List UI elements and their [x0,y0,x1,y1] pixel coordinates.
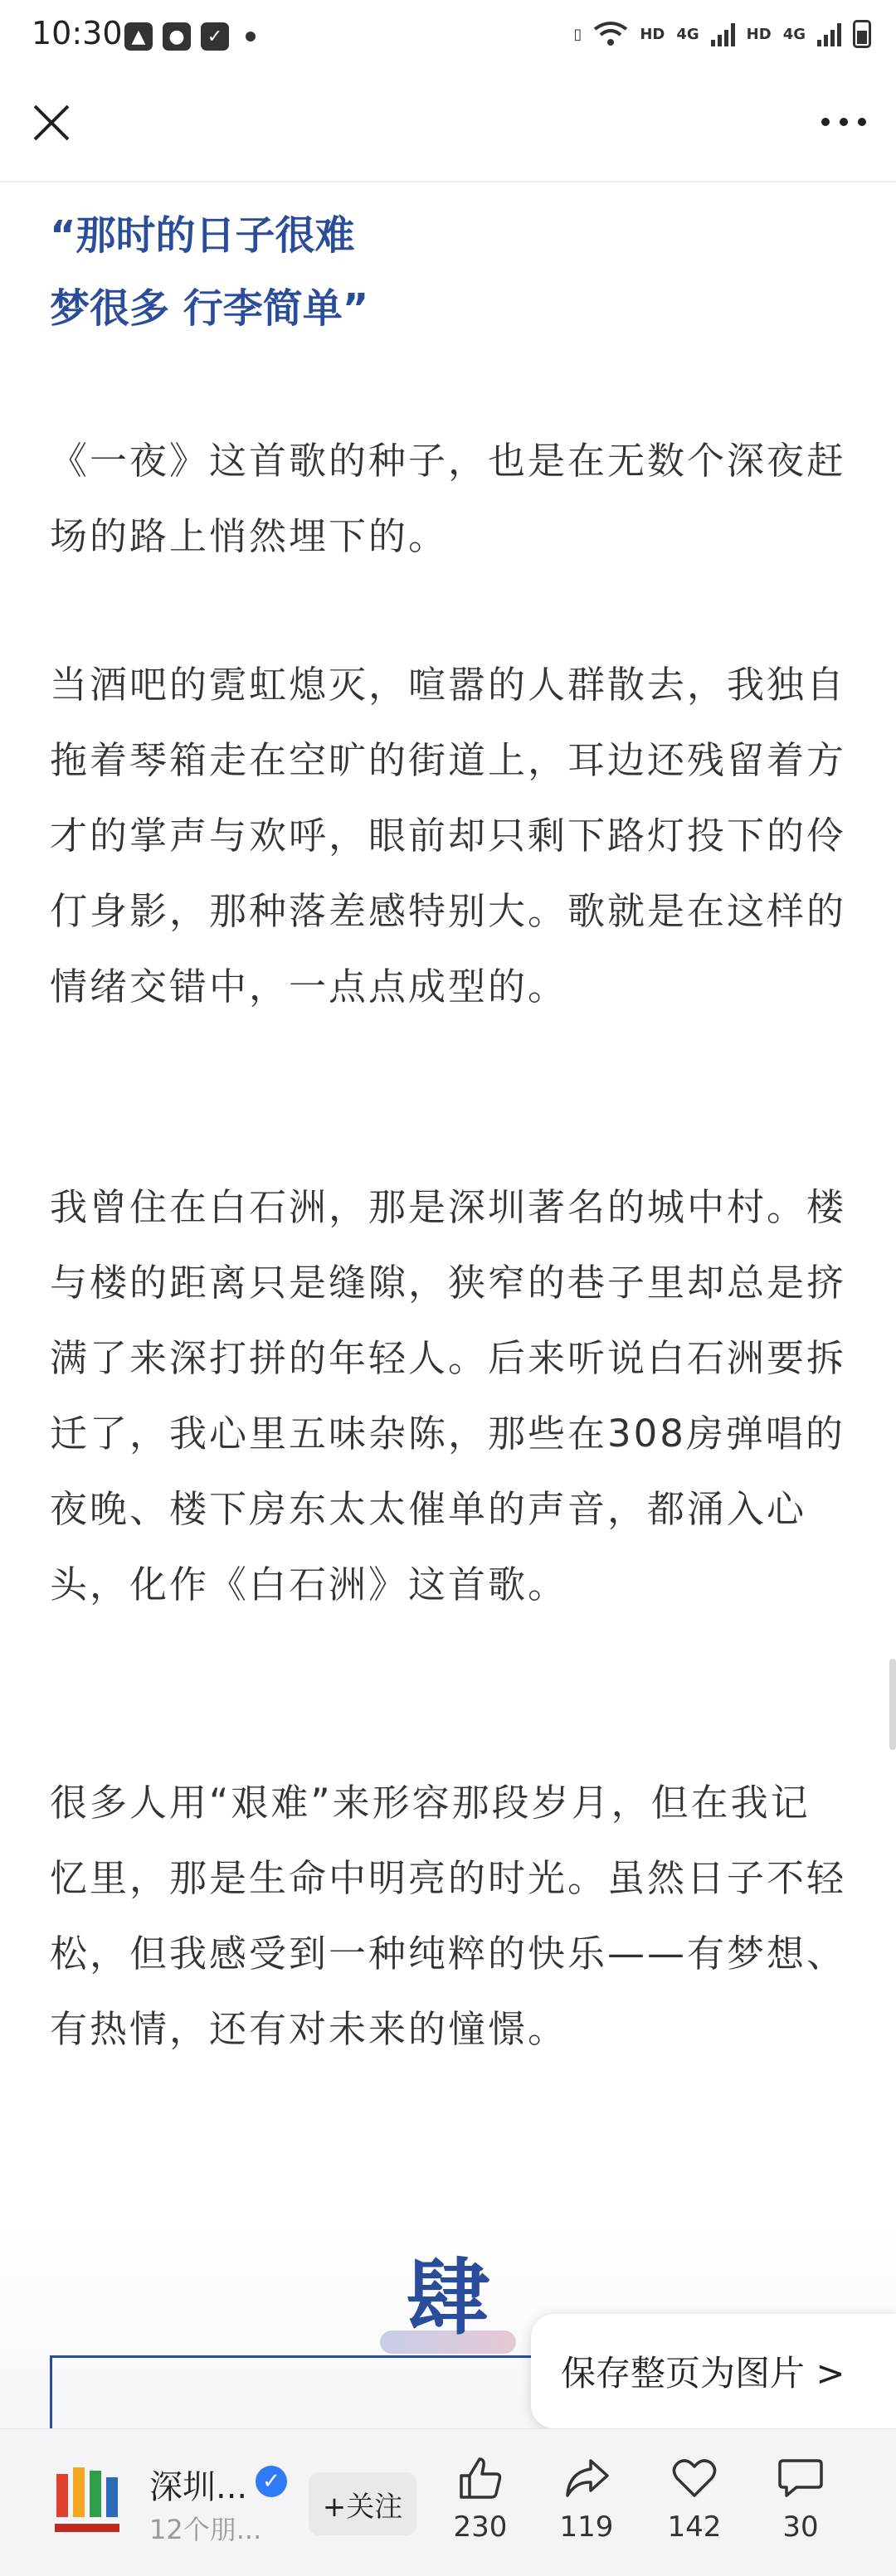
share-count: 119 [559,2510,614,2544]
bottom-action-bar [0,2428,896,2576]
status-time: 10:30 [32,15,123,51]
article-paragraph: 很多人用“艰难”来形容那段岁月，但在我记忆里，那是生命中明亮的时光。虽然日子不轻松，但我感受到一种纯粹的快乐——有梦想、有热情，还有对未来的憧憬。 [50,1781,847,2051]
favorite-count: 142 [667,2510,722,2544]
wechat-icon: ● [163,22,191,51]
comment-count: 30 [782,2510,819,2544]
save-page-as-image-button[interactable]: 保存整页为图片 > [531,2314,896,2428]
more-options-icon[interactable] [821,118,866,126]
close-icon[interactable] [30,101,73,144]
nfc-icon: ▯ [573,25,582,43]
verified-badge-icon: ✓ [256,2466,287,2497]
status-right [573,20,871,48]
gallery-icon: ▲ [124,22,153,51]
wifi-icon [593,21,628,47]
section-number: 肆 [407,2249,489,2346]
notification-icons [124,22,256,51]
thumbs-up-icon [456,2454,504,2502]
battery-icon [853,20,871,48]
like-button[interactable] [435,2454,526,2544]
status-bar [0,0,896,76]
article-body [50,199,847,2051]
account-subtitle: 12个朋... [149,2514,262,2545]
more-notifications-icon [246,32,256,41]
section-heading-line1: “那时的日子很难 [50,212,355,259]
hd-label-1: HD [640,25,665,43]
like-count: 230 [453,2510,508,2544]
comment-icon [777,2454,825,2502]
account-name[interactable]: 深圳... [149,2468,248,2506]
comment-button[interactable] [755,2454,846,2544]
check-app-icon: ✓ [201,22,229,51]
signal-icon-1 [711,22,735,46]
network-4g-label-1: 4G [676,25,699,43]
publisher-logo[interactable] [50,2462,124,2542]
network-4g-label-2: 4G [782,25,806,43]
hd-label-2: HD [746,25,772,43]
share-button[interactable] [541,2454,632,2544]
favorite-button[interactable] [649,2454,740,2544]
follow-button[interactable]: +关注 [309,2472,416,2535]
article-paragraph: 我曾住在白石洲，那是深圳著名的城中村。楼与楼的距离只是缝隙，狭窄的巷子里却总是挤满了来深打拼的年轻人。后来听说白石洲要拆迁了，我心里五味杂陈，那些在308房弹唱的夜晚、楼下房东太太催单的声音，都涌入心头，化作《白石洲》这首歌。 [50,1185,847,1606]
article-paragraph: 当酒吧的霓虹熄灭，喧嚣的人群散去，我独自拖着琴箱走在空旷的街道上，耳边还残留着方才的掌声与欢呼，眼前却只剩下路灯投下的伶仃身影，那种落差感特别大。歌就是在这样的情绪交错中，一点点成型的。 [50,663,847,1009]
signal-icon-2 [817,22,841,46]
section-heading-line2: 梦很多 行李简单” [50,285,369,332]
share-icon [562,2454,611,2502]
quote-box-border [50,2355,550,2433]
top-nav-bar [0,76,896,182]
heart-icon [670,2454,718,2502]
article-paragraph: 《一夜》这首歌的种子，也是在无数个深夜赶场的路上悄然埋下的。 [50,439,847,558]
scroll-indicator[interactable] [889,1659,896,1750]
